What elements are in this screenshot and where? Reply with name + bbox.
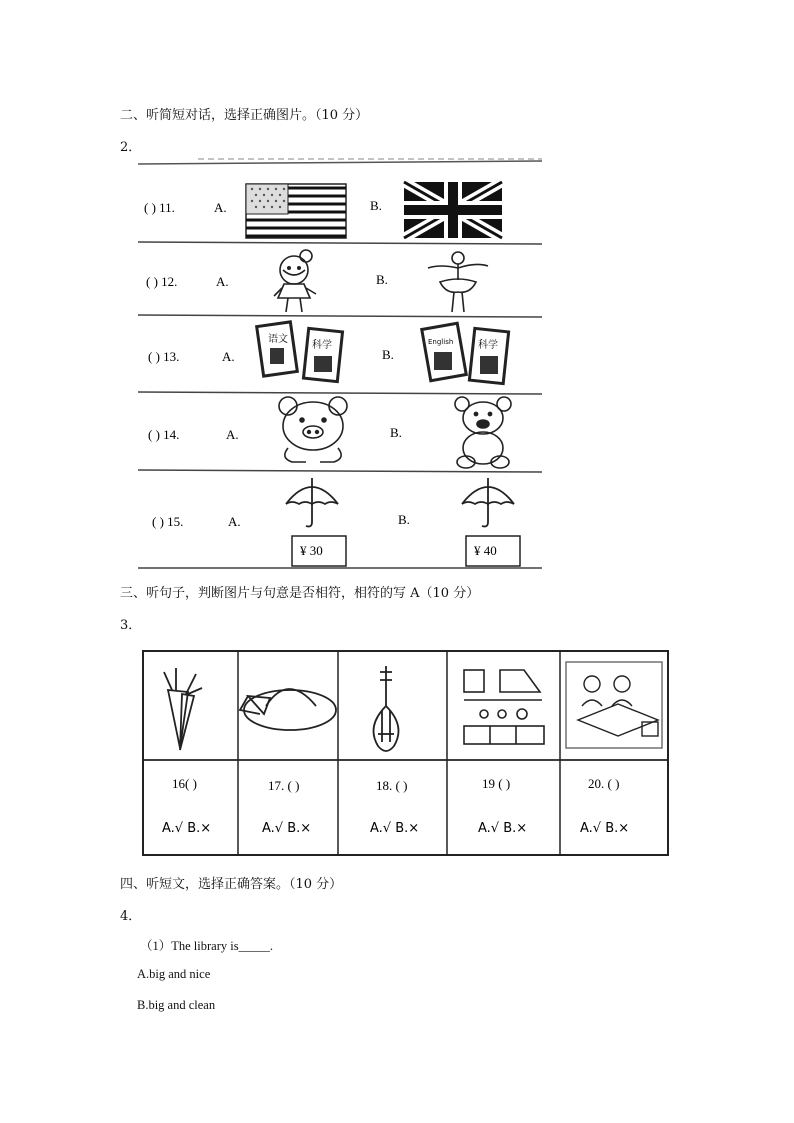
answer-options: A.√ B.×	[370, 821, 420, 836]
question-20-label: 20. ( )	[588, 776, 620, 791]
row-label-12: ( ) 12.	[146, 274, 178, 289]
option-b-label: B.	[398, 512, 410, 527]
option-a: A.big and nice	[137, 967, 211, 981]
option-b-label: B.	[370, 198, 382, 213]
umbrella-a-image	[286, 478, 338, 527]
answer-options: A.√ B.×	[162, 821, 212, 836]
question-number-4: 4．	[120, 909, 142, 924]
svg-text:¥ 30: ¥ 30	[300, 543, 323, 558]
option-a-label: A.	[214, 200, 227, 215]
svg-text:语文: 语文	[268, 334, 288, 345]
section-2-heading: 二、听简短对话，选择正确图片。（10 分）	[120, 108, 369, 123]
row-label-14: ( ) 14.	[148, 427, 180, 442]
question-4-1: （1）The library is_____.	[140, 939, 273, 953]
option-a-label: A.	[216, 274, 229, 289]
question-18-label: 18. ( )	[376, 778, 408, 793]
answer-options: A.√ B.×	[580, 821, 630, 836]
true-false-picture-table	[142, 650, 669, 856]
teddy-bear-image	[455, 397, 511, 468]
option-a-label: A.	[228, 514, 241, 529]
question-16-label: 16( )	[172, 776, 197, 791]
svg-text:科学: 科学	[478, 340, 498, 351]
row-label-11: ( ) 11.	[144, 200, 175, 215]
svg-text:¥ 40: ¥ 40	[474, 543, 497, 558]
section-3-heading: 三、听句子，判断图片与句意是否相符，相符的写 A（10 分）	[120, 586, 480, 601]
english-book-image	[422, 323, 466, 380]
svg-text:科学: 科学	[312, 340, 332, 351]
girl-image	[274, 250, 316, 312]
answer-options: A.√ B.×	[478, 821, 528, 836]
row-label-13: ( ) 13.	[148, 349, 180, 364]
listening-picture-panel	[138, 158, 542, 570]
section-4-heading: 四、听短文，选择正确答案。（10 分）	[120, 877, 343, 892]
science-book-image	[303, 328, 342, 381]
option-a-label: A.	[222, 349, 235, 364]
question-17-label: 17. ( )	[268, 778, 300, 793]
pig-toy-image	[279, 397, 347, 462]
price-tag-a	[292, 536, 346, 566]
option-b: B.big and clean	[137, 998, 216, 1012]
question-number-2: 2．	[120, 140, 142, 155]
option-b-label: B.	[382, 347, 394, 362]
option-b-label: B.	[376, 272, 388, 287]
answer-options: A.√ B.×	[262, 821, 312, 836]
row-divider	[138, 242, 542, 568]
question-number-3: 3．	[120, 618, 142, 633]
option-a-label: A.	[226, 427, 239, 442]
option-b-label: B.	[390, 425, 402, 440]
svg-text:English: English	[428, 338, 454, 346]
uk-flag-image	[404, 182, 502, 238]
us-flag-image	[246, 184, 346, 238]
science-book-image	[469, 328, 508, 383]
price-tag-b	[466, 536, 520, 566]
row-label-15: ( ) 15.	[152, 514, 184, 529]
ballerina-image	[428, 252, 488, 312]
question-19-label: 19 ( )	[482, 776, 511, 791]
chinese-book-image	[257, 322, 298, 376]
umbrella-b-image	[462, 478, 514, 527]
